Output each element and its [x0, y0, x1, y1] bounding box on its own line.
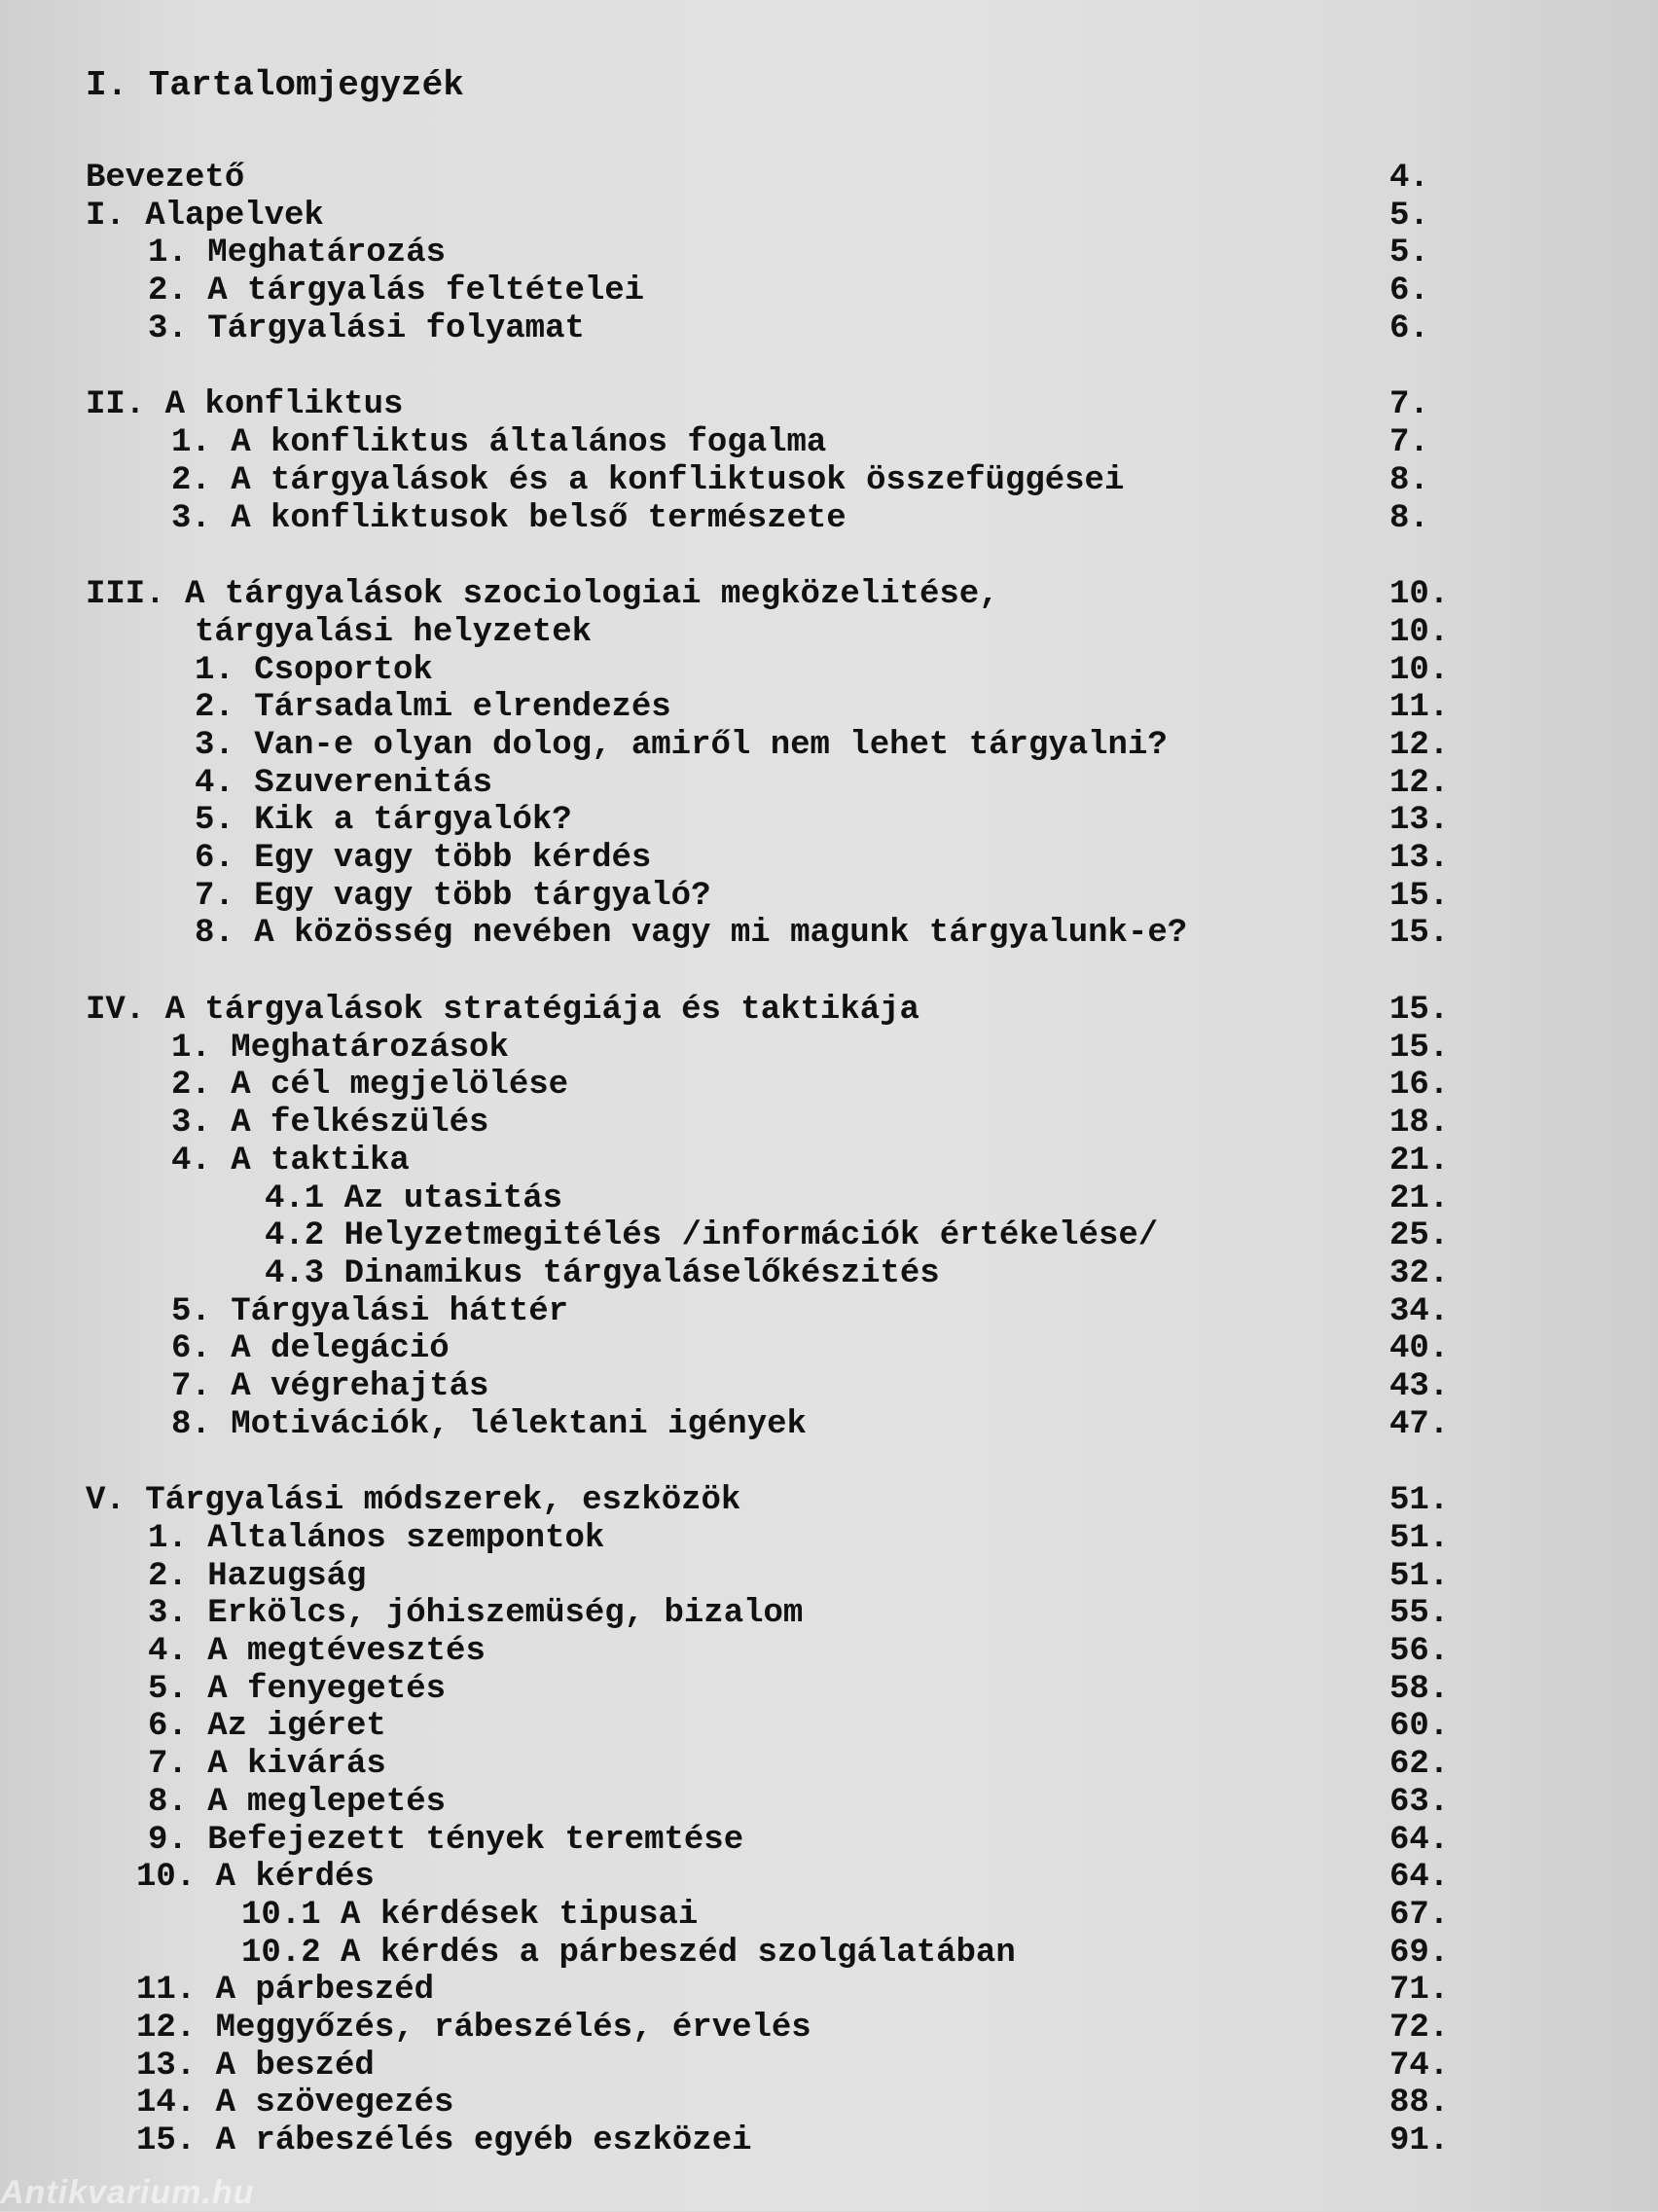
toc-entry	[86, 1255, 1467, 1293]
toc-entry	[86, 915, 1467, 953]
toc-entry-page-number: 16.	[1389, 1067, 1450, 1105]
toc-entry-page-number: 47.	[1389, 1405, 1450, 1443]
toc-entry-label: 1. Csoportok	[195, 651, 433, 689]
toc-entry-label: 10. A kérdés	[136, 1859, 375, 1897]
toc-entry	[86, 424, 1467, 462]
toc-entry-page-number: 69.	[1389, 1934, 1450, 1972]
toc-entry	[86, 2085, 1467, 2122]
toc-entry-label: 8. Motivációk, lélektani igények	[171, 1405, 807, 1443]
toc-entry-page-number: 13.	[1389, 840, 1450, 877]
toc-entry-page-number: 40.	[1389, 1330, 1450, 1368]
toc-entry-label: 4. A taktika	[171, 1142, 410, 1179]
toc-entry	[86, 1482, 1467, 1520]
toc-entry	[86, 2048, 1467, 2085]
toc-entry-page-number: 13.	[1389, 802, 1450, 840]
toc-entry-label: 14. A szövegezés	[136, 2085, 454, 2122]
toc-entry-label: 6. Az igéret	[148, 1708, 386, 1746]
toc-entry-label: 1. Meghatározás	[148, 235, 447, 272]
toc-entry-page-number: 7.	[1389, 424, 1429, 462]
toc-entry-page-number: 72.	[1389, 2009, 1450, 2047]
toc-entry-label: 3. Erkölcs, jóhiszemüség, bizalom	[148, 1595, 804, 1633]
toc-entry-page-number: 10.	[1389, 576, 1450, 614]
toc-entry-page-number: 71.	[1389, 1972, 1450, 2010]
toc-entry	[86, 2010, 1467, 2048]
toc-entry	[86, 1671, 1467, 1709]
toc-entry	[86, 576, 1467, 614]
toc-entry-page-number: 5.	[1389, 197, 1429, 235]
toc-entry-page-number: 21.	[1389, 1142, 1450, 1179]
toc-entry	[86, 652, 1467, 690]
toc-section	[86, 992, 1467, 1443]
toc-entry-label: Bevezető	[86, 160, 245, 197]
toc-entry	[86, 1558, 1467, 1596]
toc-section	[86, 386, 1467, 537]
toc-entry-page-number: 64.	[1389, 1821, 1450, 1859]
toc-entry-label: 7. Egy vagy több tárgyaló?	[195, 877, 711, 915]
toc-entry-label: 7. A kivárás	[148, 1746, 386, 1784]
toc-entry-page-number: 74.	[1389, 2047, 1450, 2085]
toc-entry-label: 11. A párbeszéd	[136, 1972, 435, 2010]
toc-entry	[86, 1859, 1467, 1897]
toc-entry	[86, 878, 1467, 916]
toc-entry-label: IV. A tárgyalások stratégiája és taktikája	[86, 992, 919, 1030]
toc-entry-label: 6. A delegáció	[171, 1330, 450, 1368]
toc-entry	[86, 1293, 1467, 1331]
toc-entry-page-number: 10.	[1389, 613, 1450, 651]
toc-entry-label: V. Tárgyalási módszerek, eszközök	[86, 1482, 741, 1520]
toc-entry	[86, 689, 1467, 727]
toc-entry-page-number: 55.	[1389, 1595, 1450, 1633]
toc-entry-page-number: 60.	[1389, 1708, 1450, 1746]
toc-entry	[86, 462, 1467, 500]
toc-entry-page-number: 51.	[1389, 1557, 1450, 1595]
toc-entry	[86, 1633, 1467, 1671]
toc-entry-label: 3. A felkészülés	[171, 1105, 489, 1142]
toc-entry-label: 4.3 Dinamikus tárgyaláselőkészités	[265, 1254, 940, 1292]
toc-entry	[86, 1935, 1467, 1973]
toc-entry-label: 4. A megtévesztés	[148, 1633, 486, 1671]
toc-entry-page-number: 6.	[1389, 309, 1429, 347]
toc-entry	[86, 1330, 1467, 1368]
toc-entry	[86, 765, 1467, 803]
toc-entry	[86, 1972, 1467, 2010]
toc-section	[86, 160, 1467, 347]
toc-entry-page-number: 15.	[1389, 992, 1450, 1030]
toc-entry-label: 4.2 Helyzetmegitélés /információk értékelése/	[265, 1217, 1159, 1255]
toc-entry-label: 3. Tárgyalási folyamat	[148, 309, 585, 347]
toc-entry-page-number: 25.	[1389, 1217, 1450, 1255]
toc-entry-label: 7. A végrehajtás	[171, 1367, 489, 1405]
toc-entry	[86, 310, 1467, 348]
toc-entry	[86, 1520, 1467, 1558]
toc-entry-page-number: 21.	[1389, 1179, 1450, 1217]
toc-entry-label: 13. A beszéd	[136, 2047, 375, 2085]
toc-entry-page-number: 34.	[1389, 1292, 1450, 1330]
toc-entry-label: 4.1 Az utasitás	[265, 1179, 563, 1217]
toc-entry-label: II. A konfliktus	[86, 386, 404, 424]
watermark-text: Antikvarium.hu	[0, 2174, 255, 2211]
toc-entry-label: 1. Altalános szempontok	[148, 1520, 605, 1557]
toc-entry-page-number: 63.	[1389, 1783, 1450, 1821]
toc-entry-page-number: 51.	[1389, 1520, 1450, 1557]
toc-entry	[86, 2122, 1467, 2160]
toc-entry-page-number: 15.	[1389, 1029, 1450, 1067]
toc-entry-label: 3. Van-e olyan dolog, amiről nem lehet tárgyalni?	[195, 726, 1168, 764]
toc-entry	[86, 1822, 1467, 1860]
toc-entry-label: 8. A meglepetés	[148, 1783, 447, 1821]
toc-entry	[86, 1784, 1467, 1822]
toc-entry-page-number: 15.	[1389, 877, 1450, 915]
toc-entry-label: 12. Meggyőzés, rábeszélés, érvelés	[136, 2009, 811, 2047]
table-of-contents	[86, 66, 1467, 2199]
toc-entry	[86, 1067, 1467, 1105]
toc-entry-page-number: 7.	[1389, 386, 1429, 424]
toc-entry-label: 3. A konfliktusok belső természete	[171, 499, 847, 537]
toc-entry-label: 10.1 A kérdések tipusai	[241, 1896, 699, 1934]
toc-entry	[86, 1595, 1467, 1633]
toc-sections	[86, 160, 1467, 2160]
toc-entry	[86, 1217, 1467, 1255]
toc-entry	[86, 235, 1467, 272]
toc-entry-page-number: 8.	[1389, 499, 1429, 537]
toc-entry	[86, 198, 1467, 236]
toc-entry	[86, 386, 1467, 424]
toc-entry-page-number: 67.	[1389, 1896, 1450, 1934]
toc-entry-label: 5. Kik a tárgyalók?	[195, 802, 572, 840]
toc-entry-label: 2. Társadalmi elrendezés	[195, 689, 671, 727]
toc-entry-label: 5. A fenyegetés	[148, 1670, 447, 1708]
toc-entry-label: tárgyalási helyzetek	[195, 613, 593, 651]
toc-entry-label: 4. Szuverenitás	[195, 764, 493, 802]
toc-entry	[86, 272, 1467, 310]
toc-entry-page-number: 8.	[1389, 461, 1429, 499]
toc-entry-label: 5. Tárgyalási háttér	[171, 1292, 569, 1330]
toc-entry-page-number: 5.	[1389, 235, 1429, 272]
toc-entry-page-number: 12.	[1389, 726, 1450, 764]
toc-entry-label: 1. Meghatározások	[171, 1029, 509, 1067]
toc-entry	[86, 160, 1467, 198]
toc-entry-label: III. A tárgyalások szociologiai megközelitése,	[86, 576, 999, 614]
toc-entry-page-number: 88.	[1389, 2085, 1450, 2122]
toc-entry-page-number: 4.	[1389, 160, 1429, 197]
toc-title: I. Tartalomjegyzék	[86, 65, 464, 105]
toc-entry	[86, 614, 1467, 652]
toc-section	[86, 576, 1467, 953]
toc-entry-page-number: 15.	[1389, 915, 1450, 953]
toc-entry-page-number: 18.	[1389, 1105, 1450, 1142]
toc-entry-label: 9. Befejezett tények teremtése	[148, 1821, 744, 1859]
toc-entry-label: 2. A tárgyalás feltételei	[148, 272, 645, 310]
toc-entry	[86, 1105, 1467, 1142]
toc-entry-label: 2. Hazugság	[148, 1557, 367, 1595]
toc-entry	[86, 500, 1467, 538]
toc-entry-page-number: 51.	[1389, 1482, 1450, 1520]
toc-entry	[86, 1142, 1467, 1180]
toc-entry	[86, 1897, 1467, 1935]
toc-entry	[86, 1746, 1467, 1784]
toc-entry	[86, 802, 1467, 840]
toc-entry-label: 1. A konfliktus általános fogalma	[171, 424, 827, 462]
toc-entry-page-number: 64.	[1389, 1859, 1450, 1897]
toc-entry-page-number: 6.	[1389, 272, 1429, 310]
toc-entry-label: I. Alapelvek	[86, 197, 324, 235]
toc-entry	[86, 727, 1467, 765]
toc-entry	[86, 1406, 1467, 1444]
toc-entry-page-number: 58.	[1389, 1670, 1450, 1708]
toc-entry-label: 6. Egy vagy több kérdés	[195, 840, 652, 877]
toc-entry	[86, 1180, 1467, 1218]
toc-entry	[86, 1708, 1467, 1746]
toc-entry	[86, 1368, 1467, 1406]
toc-entry-page-number: 12.	[1389, 764, 1450, 802]
toc-entry-label: 10.2 A kérdés a párbeszéd szolgálatában	[241, 1934, 1016, 1972]
toc-entry	[86, 992, 1467, 1030]
toc-entry-label: 8. A közösség nevében vagy mi magunk tárgyalunk-e?	[195, 915, 1188, 953]
toc-entry-page-number: 56.	[1389, 1633, 1450, 1671]
toc-entry-page-number: 91.	[1389, 2122, 1450, 2159]
toc-entry-page-number: 43.	[1389, 1367, 1450, 1405]
toc-entry-label: 2. A tárgyalások és a konfliktusok összefüggései	[171, 461, 1125, 499]
toc-entry-page-number: 32.	[1389, 1254, 1450, 1292]
toc-entry-page-number: 11.	[1389, 689, 1450, 727]
toc-entry	[86, 840, 1467, 878]
toc-entry-page-number: 62.	[1389, 1746, 1450, 1784]
toc-entry-label: 2. A cél megjelölése	[171, 1067, 569, 1105]
toc-entry-page-number: 10.	[1389, 651, 1450, 689]
toc-entry-label: 15. A rábeszélés egyéb eszközei	[136, 2122, 752, 2159]
toc-entry	[86, 1030, 1467, 1068]
toc-section	[86, 1482, 1467, 2159]
